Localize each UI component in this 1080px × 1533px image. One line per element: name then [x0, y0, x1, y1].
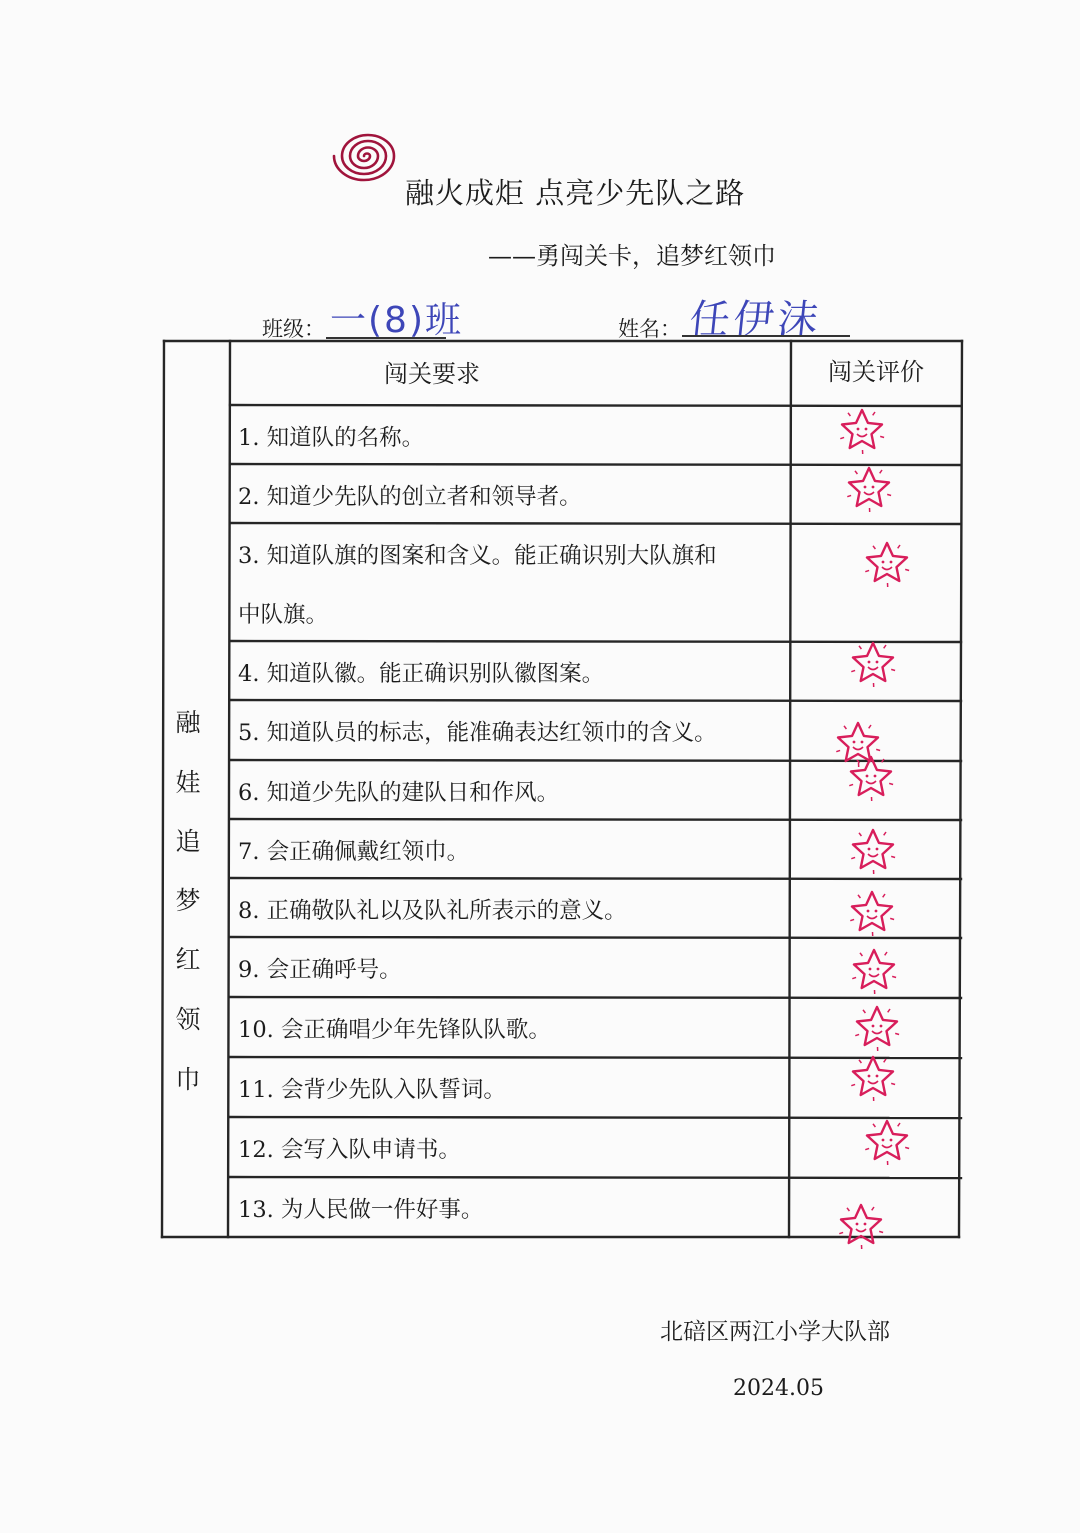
requirement-text: 2. 知道少先队的创立者和领导者。: [238, 484, 582, 510]
star-stamp-icon: [837, 405, 887, 455]
requirement-text: 9. 会正确呼号。: [238, 957, 402, 983]
page-title: 融火成炬 点亮少先队之路: [405, 176, 746, 210]
side-title-char: 追: [175, 827, 201, 856]
requirement-text: 4. 知道队徽。能正确识别队徽图案。: [238, 661, 605, 687]
requirement-column-header: 闯关要求: [384, 360, 480, 388]
side-title-char: 娃: [175, 768, 201, 797]
requirement-text: 10. 会正确唱少年先锋队队歌。: [238, 1017, 551, 1043]
requirement-text: 5. 知道队员的标志，能准确表达红领巾的含义。: [238, 720, 717, 746]
organization-name: 北碚区两江小学大队部: [660, 1319, 890, 1345]
side-title-char: 梦: [175, 886, 201, 915]
star-stamp-icon: [848, 638, 898, 688]
row-divider: [230, 819, 961, 820]
name-value: 任伊沫: [687, 297, 825, 343]
row-divider: [230, 1117, 961, 1118]
row-divider: [230, 878, 961, 879]
requirement-text: 1. 知道队的名称。: [238, 425, 425, 451]
row-divider: [230, 997, 961, 998]
requirement-text: 6. 知道少先队的建队日和作风。: [238, 780, 560, 806]
issue-date: 2024.05: [733, 1376, 824, 1401]
star-stamp-icon: [847, 887, 897, 937]
star-stamp-icon: [844, 463, 894, 513]
requirement-text: 13. 为人民做一件好事。: [238, 1197, 484, 1223]
star-stamp-icon: [848, 1052, 898, 1102]
requirement-text: 8. 正确敬队礼以及队礼所表示的意义。: [238, 898, 627, 924]
star-stamp-icon: [836, 1200, 886, 1250]
row-divider: [230, 700, 961, 701]
requirement-text: 中队旗。: [238, 602, 329, 628]
star-stamp-icon: [848, 825, 898, 875]
side-title-char: 领: [175, 1005, 201, 1034]
star-stamp-icon: [849, 945, 899, 995]
star-stamp-icon: [862, 1116, 912, 1166]
row-divider: [230, 1177, 961, 1178]
side-title-char: 巾: [175, 1065, 201, 1094]
requirement-text: 7. 会正确佩戴红领巾。: [238, 839, 470, 865]
star-stamp-icon: [846, 752, 896, 802]
class-value: 一(8)班: [330, 300, 463, 341]
requirement-text: 3. 知道队旗的图案和含义。能正确识别大队旗和: [238, 543, 717, 569]
row-divider: [230, 523, 961, 524]
name-label: 姓名：: [618, 317, 681, 341]
evaluation-column-header: 闯关评价: [828, 358, 924, 386]
requirement-text: 12. 会写入队申请书。: [238, 1137, 461, 1163]
side-title-char: 融: [175, 708, 201, 737]
row-divider: [230, 937, 961, 938]
star-stamp-icon: [852, 1002, 902, 1052]
side-title-char: 红: [175, 945, 201, 974]
class-label: 班级：: [262, 317, 325, 341]
star-stamp-icon: [862, 538, 912, 588]
requirement-text: 11. 会背少先队入队誓词。: [238, 1077, 506, 1103]
page-subtitle: ——勇闯关卡，追梦红领巾: [488, 242, 776, 270]
